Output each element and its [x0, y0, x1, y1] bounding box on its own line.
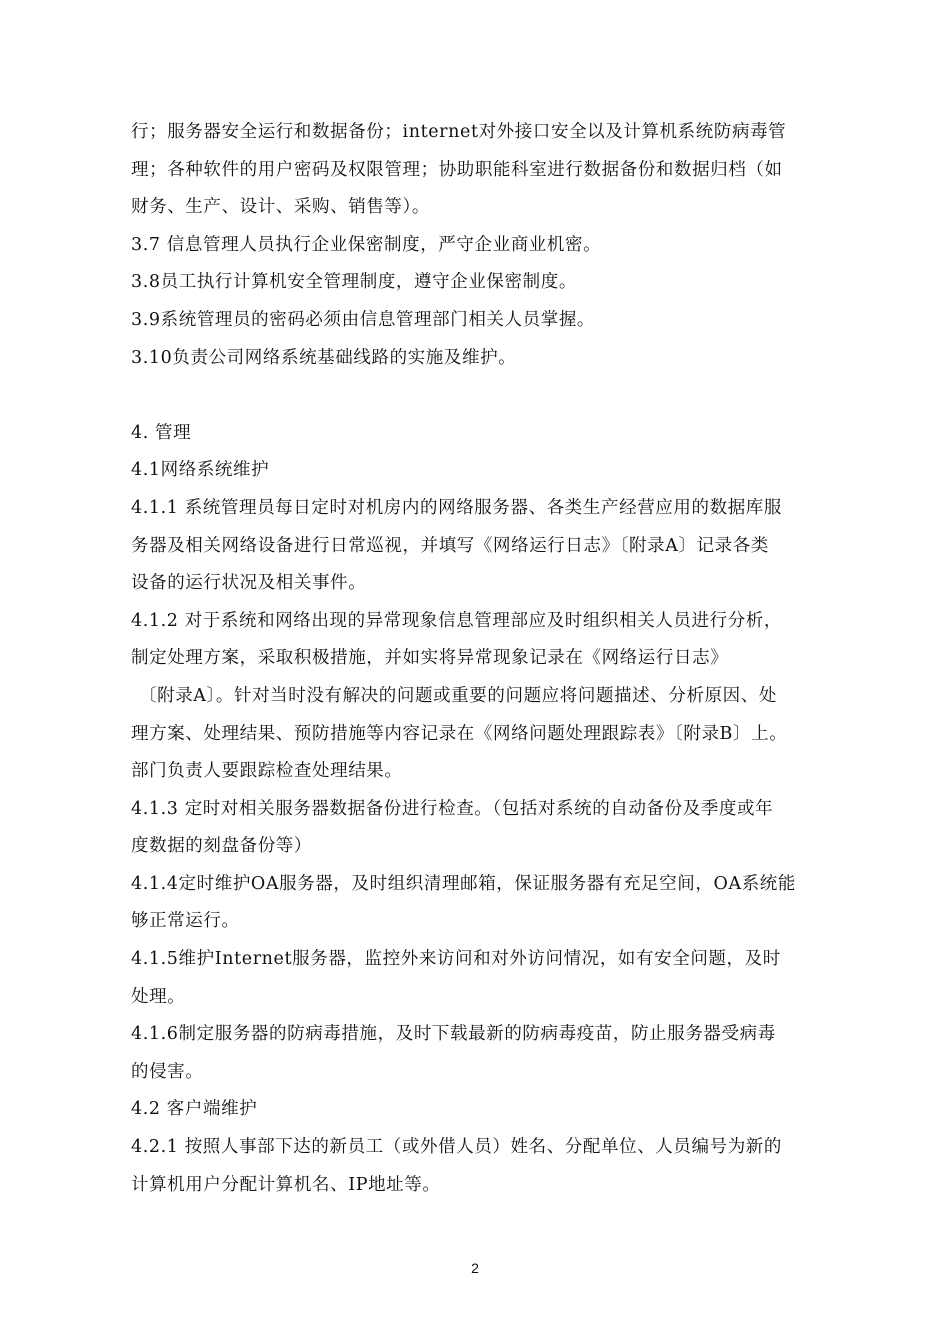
- text-line: 4.1.3 定时对相关服务器数据备份进行检查。（包括对系统的自动备份及季度或年: [131, 798, 774, 819]
- text-line: 4.1.6制定服务器的防病毒措施，及时下载最新的防病毒疫苗，防止服务器受病毒: [131, 1024, 776, 1045]
- text-line: 理方案、处理结果、预防措施等内容记录在《网络问题处理跟踪表》〔附录B〕上。: [131, 723, 788, 744]
- page-number: 2: [471, 1260, 479, 1276]
- section-heading: 4. 管理: [131, 422, 192, 443]
- text-line: 务器及相关网络设备进行日常巡视，并填写《网络运行日志》〔附录A〕记录各类: [131, 535, 769, 556]
- text-line: 设备的运行状况及相关事件。: [131, 573, 367, 594]
- text-line: 4.1.2 对于系统和网络出现的异常现象信息管理部应及时组织相关人员进行分析，: [131, 610, 782, 631]
- text-line: 财务、生产、设计、采购、销售等）。: [131, 197, 430, 218]
- text-line: 部门负责人要跟踪检查处理结果。: [131, 761, 403, 782]
- text-line: 4.1.1 系统管理员每日定时对机房内的网络服务器、各类生产经营应用的数据库服: [131, 497, 782, 518]
- text-line: 制定处理方案，采取积极措施，并如实将异常现象记录在《网络运行日志》: [131, 648, 729, 669]
- text-line: 处理。: [131, 986, 186, 1007]
- text-line: 计算机用户分配计算机名、IP地址等。: [131, 1174, 441, 1195]
- subsection-heading: 4.1网络系统维护: [131, 460, 270, 481]
- document-body: [131, 114, 831, 1204]
- text-line: 的侵害。: [131, 1061, 204, 1082]
- text-line: 够正常运行。: [131, 911, 240, 932]
- text-line: 3.8员工执行计算机安全管理制度，遵守企业保密制度。: [131, 272, 577, 293]
- text-line: 3.9系统管理员的密码必须由信息管理部门相关人员掌握。: [131, 309, 596, 330]
- text-line: 〔附录A〕。针对当时没有解决的问题或重要的问题应将问题描述、分析原因、处: [139, 685, 777, 706]
- text-line: 4.2.1 按照人事部下达的新员工（或外借人员）姓名、分配单位、人员编号为新的: [131, 1137, 782, 1158]
- text-line: 理；各种软件的用户密码及权限管理；协助职能科室进行数据备份和数据归档（如: [131, 159, 783, 180]
- text-line: 度数据的刻盘备份等）: [131, 836, 312, 857]
- text-line: 4.1.4定时维护OA服务器，及时组织清理邮箱，保证服务器有充足空间，OA系统能: [131, 873, 796, 894]
- text-line: 4.1.5维护Internet服务器，监控外来访问和对外访问情况，如有安全问题，及时: [131, 949, 781, 970]
- paragraph-gap: [131, 377, 831, 415]
- text-line: 3.10负责公司网络系统基础线路的实施及维护。: [131, 347, 517, 368]
- text-line: 行；服务器安全运行和数据备份；internet对外接口安全以及计算机系统防病毒管: [131, 122, 787, 142]
- subsection-heading: 4.2 客户端维护: [131, 1099, 258, 1120]
- text-line: 3.7 信息管理人员执行企业保密制度，严守企业商业机密。: [131, 234, 602, 255]
